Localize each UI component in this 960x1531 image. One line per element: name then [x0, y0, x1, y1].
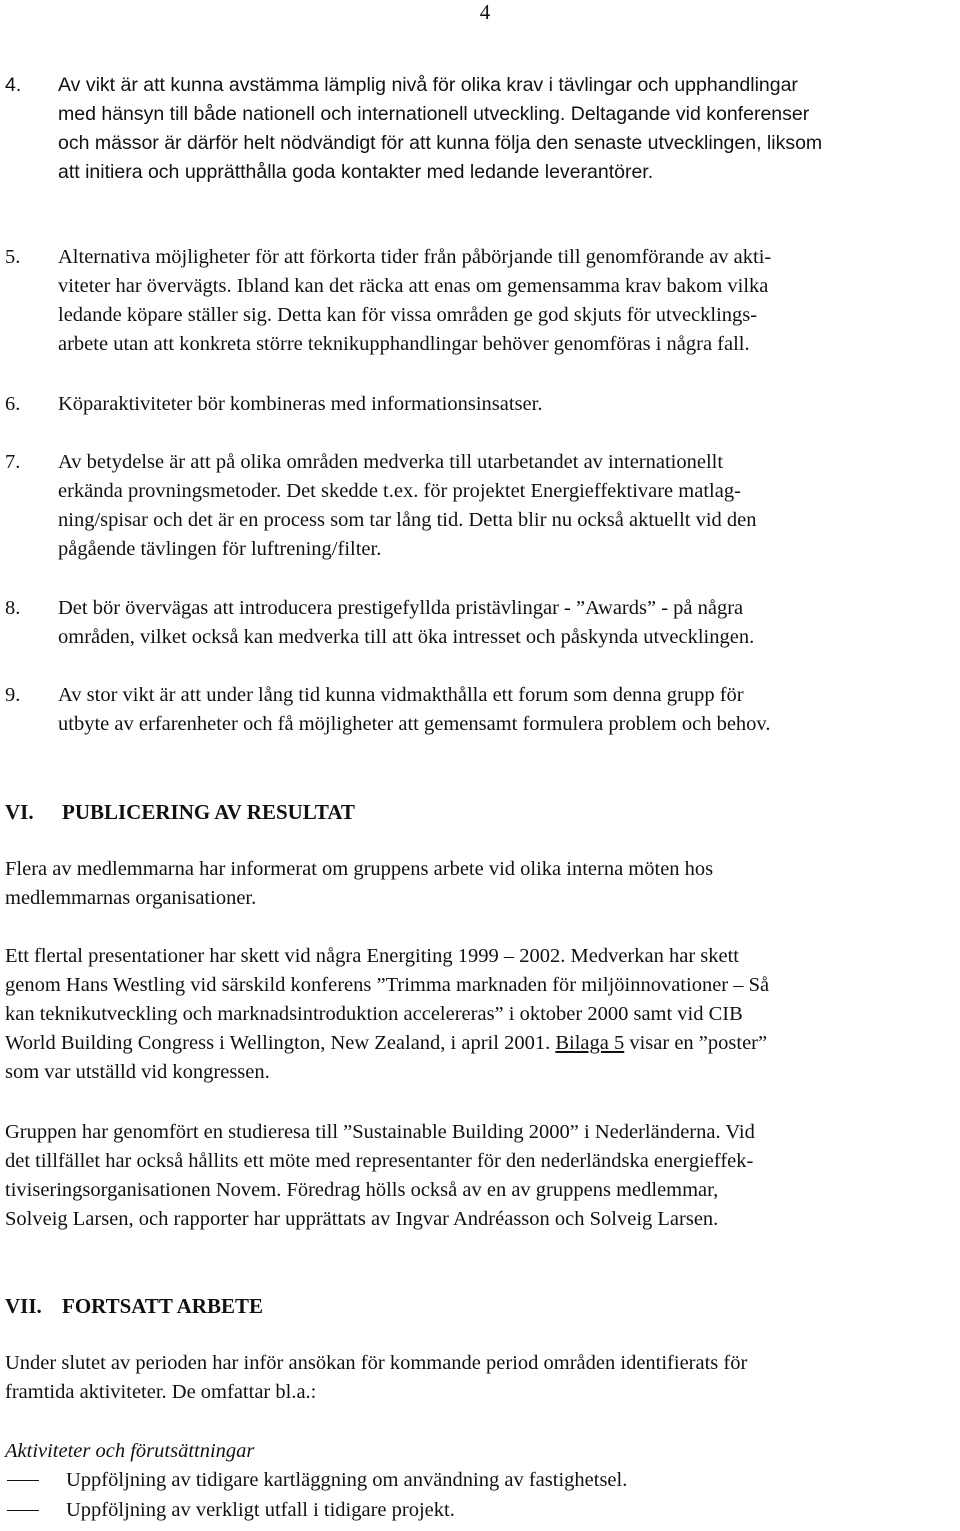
paragraph-line: framtida aktiviteter. De omfattar bl.a.: — [5, 1381, 317, 1403]
page-number: 4 — [479, 0, 491, 24]
paragraph — [5, 942, 955, 1087]
paragraph-line: Ett flertal presentationer har skett vid några Energiting 1999 – 2002. Medverkan har skett — [5, 945, 739, 967]
subheading: Aktiviteter och förutsättningar — [5, 1440, 255, 1462]
list-item-8 — [0, 594, 960, 652]
list-item-line: ning/spisar och det är en process som tar lång tid. Detta blir nu också aktuellt vid den — [58, 509, 757, 531]
list-item-line: Av vikt är att kunna avstämma lämplig nivå för olika krav i tävlingar och upphandlingar — [58, 74, 798, 96]
bullet-item — [0, 1466, 960, 1495]
section-number: VII. — [5, 1294, 42, 1318]
list-item-line: Det bör övervägas att introducera prestigefyllda pristävlingar - ”Awards” - på några — [58, 597, 744, 619]
dash-bullet-icon — [7, 1480, 39, 1481]
list-item-5 — [0, 243, 960, 359]
list-item-4 — [0, 71, 960, 187]
list-item-number: 7. — [5, 451, 21, 473]
paragraph-line: tiviseringsorganisationen Novem. Föredrag hölls också av en av gruppens medlemmar, — [5, 1179, 719, 1201]
paragraph-line: Flera av medlemmarna har informerat om gruppens arbete vid olika interna möten hos — [5, 858, 714, 880]
list-item-number: 9. — [5, 684, 21, 706]
list-item-line: med hänsyn till både nationell och internationell utveckling. Deltagande vid konferenser — [58, 103, 810, 125]
paragraph — [5, 1349, 955, 1407]
paragraph — [5, 855, 955, 913]
list-item-9 — [0, 681, 960, 739]
paragraph-line: Solveig Larsen, och rapporter har upprättats av Ingvar Andréasson och Solveig Larsen. — [5, 1208, 719, 1230]
paragraph-line: medlemmarnas organisationer. — [5, 887, 257, 909]
bullet-text: Uppföljning av tidigare kartläggning om användning av fastighetsel. — [66, 1469, 628, 1491]
section-title: PUBLICERING AV RESULTAT — [62, 800, 355, 824]
list-item-7 — [0, 448, 960, 564]
list-item-line: viteter har övervägts. Ibland kan det räcka att enas om gemensamma krav bakom vilka — [58, 275, 769, 297]
paragraph-text: World Building Congress i Wellington, New Zealand, i april 2001. — [5, 1032, 556, 1054]
paragraph-line: Gruppen har genomfört en studieresa till ”Sustainable Building 2000” i Nederländerna. Vid — [5, 1121, 755, 1143]
dash-bullet-icon — [7, 1510, 39, 1511]
list-item-6 — [0, 390, 960, 419]
section-heading-publicering — [5, 799, 355, 825]
bullet-item — [0, 1496, 960, 1525]
paragraph-text: visar en ”poster” — [624, 1032, 768, 1054]
list-item-line: Alternativa möjligheter för att förkorta tider från påbörjande till genomförande av akti- — [58, 246, 772, 268]
list-item-line: pågående tävlingen för luftrening/filter. — [58, 538, 382, 560]
bilaga-5-link[interactable]: Bilaga 5 — [555, 1032, 625, 1054]
list-item-number: 6. — [5, 393, 21, 415]
list-item-line: erkända provningsmetoder. Det skedde t.ex. för projektet Energieffektivare matlag- — [58, 480, 741, 502]
list-item-line: Av betydelse är att på olika områden medverka till utarbetandet av internationellt — [58, 451, 724, 473]
bullet-text: Uppföljning av verkligt utfall i tidigare projekt. — [66, 1499, 455, 1521]
list-item-line: områden, vilket också kan medverka till att öka intresset och påskynda utvecklingen. — [58, 626, 755, 648]
paragraph-line: det tillfället har också hållits ett möte med representanter för den nederländska energieffek- — [5, 1150, 754, 1172]
paragraph-line: genom Hans Westling vid särskild konferens ”Trimma marknaden för miljöinnovationer – Så — [5, 974, 770, 996]
list-item-line: Köparaktiviteter bör kombineras med informationsinsatser. — [58, 393, 543, 415]
list-item-number: 4. — [5, 74, 22, 96]
list-item-line: utbyte av erfarenheter och få möjligheter att gemensamt formulera problem och behov. — [58, 713, 771, 735]
list-item-line: Av stor vikt är att under lång tid kunna vidmakthålla ett forum som denna grupp för — [58, 684, 744, 706]
list-item-line: ledande köpare ställer sig. Detta kan för vissa områden ge god skjuts för utvecklings- — [58, 304, 758, 326]
list-item-line: att initiera och upprätthålla goda kontakter med ledande leverantörer. — [58, 161, 654, 183]
section-heading-fortsatt-arbete — [5, 1293, 263, 1319]
list-item-number: 5. — [5, 246, 21, 268]
list-item-line: arbete utan att konkreta större teknikupphandlingar behöver genomföras i några fall. — [58, 333, 750, 355]
list-item-number: 8. — [5, 597, 21, 619]
list-item-line: och mässor är därför helt nödvändigt för att kunna följa den senaste utvecklingen, liksom — [58, 132, 823, 154]
section-title: FORTSATT ARBETE — [62, 1294, 263, 1318]
paragraph-line: Under slutet av perioden har inför ansökan för kommande period områden identifierats för — [5, 1352, 748, 1374]
paragraph — [5, 1118, 955, 1234]
section-number: VI. — [5, 800, 34, 824]
paragraph-line: som var utställd vid kongressen. — [5, 1061, 270, 1083]
paragraph-line — [5, 1029, 955, 1058]
paragraph-line: kan teknikutveckling och marknadsintroduktion accelereras” i oktober 2000 samt vid CIB — [5, 1003, 743, 1025]
